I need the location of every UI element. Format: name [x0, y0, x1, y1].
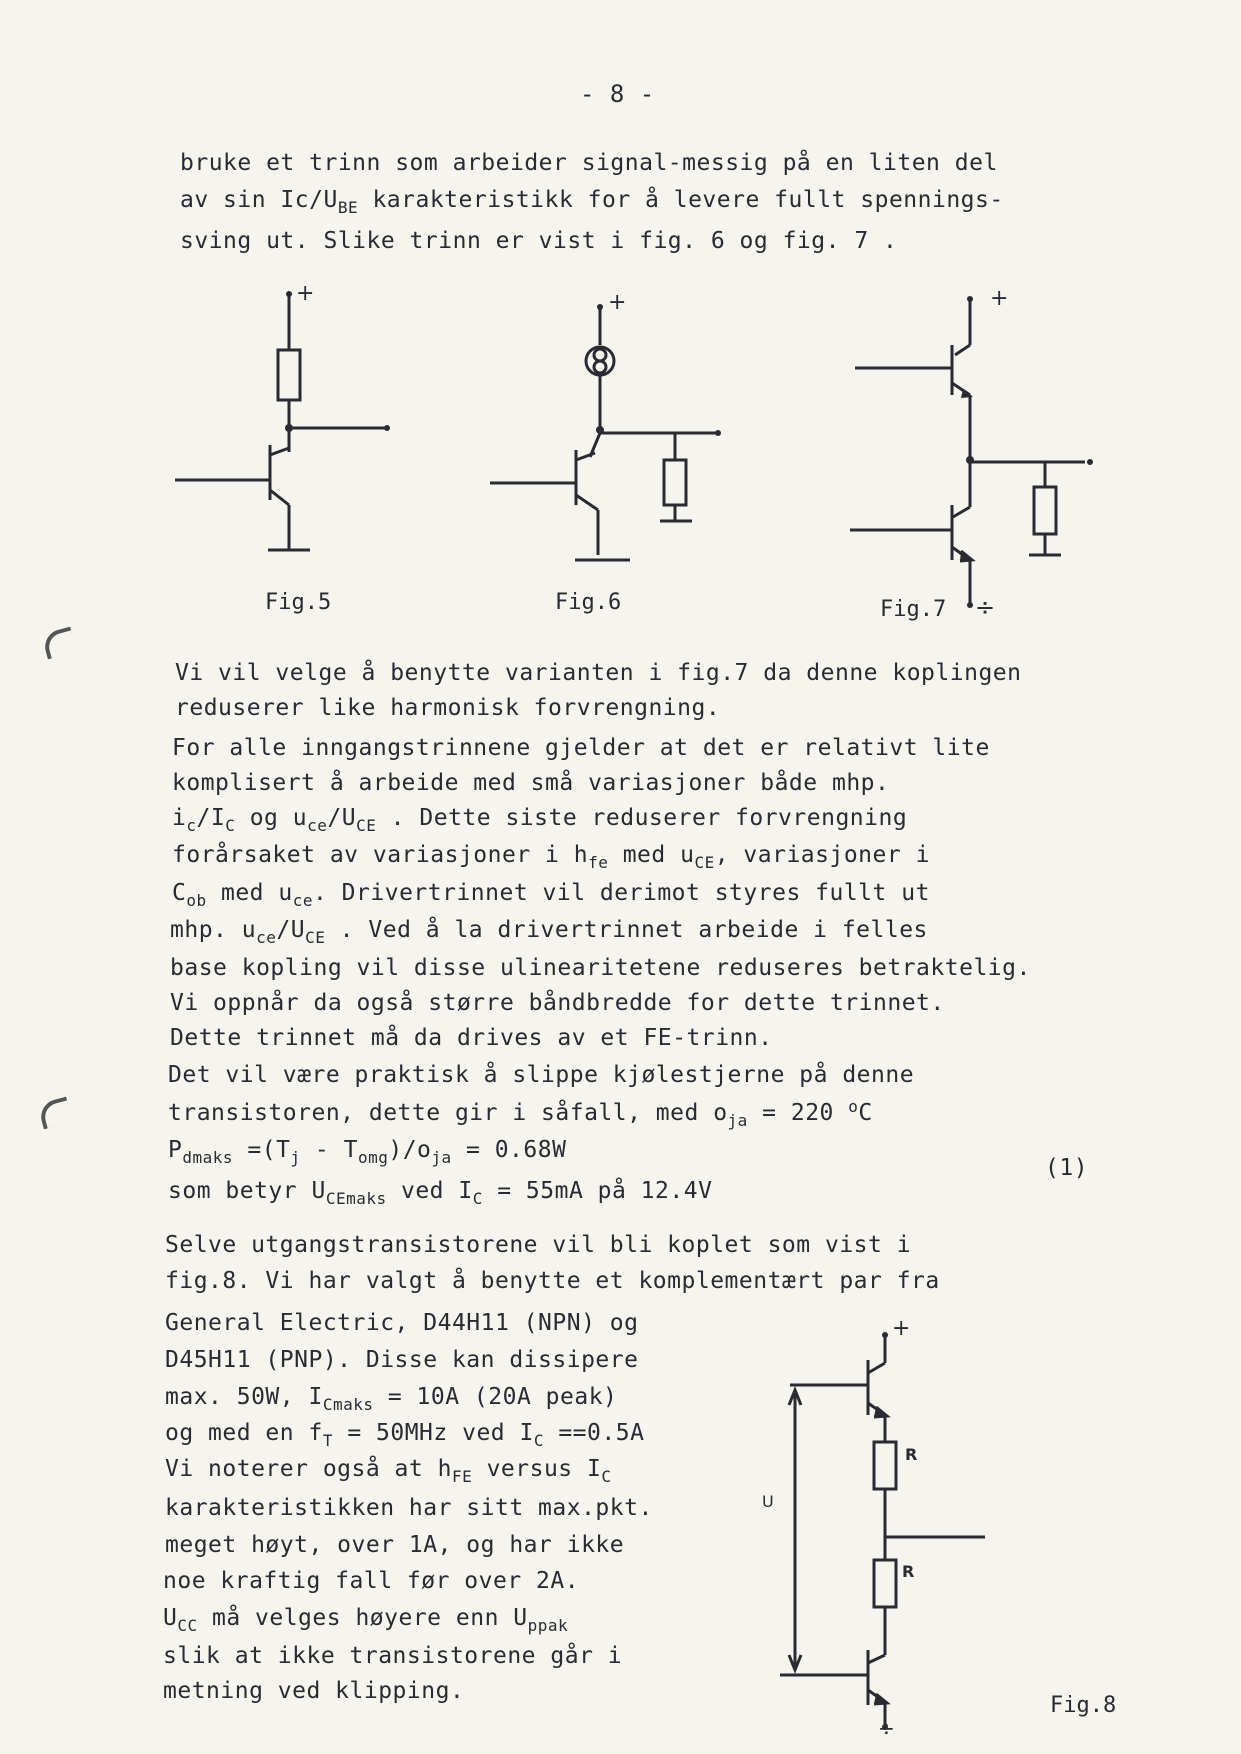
- body-line: base kopling vil disse ulinearitetene reduseres betraktelig.: [170, 955, 1031, 981]
- margin-mark: [37, 1097, 73, 1130]
- body-line: $C_{ob}$ med $u_{ce}$. Drivertrinnet vil derimot styres fullt ut: [172, 880, 930, 910]
- body-line: slik at ikke transistorene går i: [163, 1643, 623, 1669]
- body-line: komplisert å arbeide med små variasjoner både mhp.: [172, 770, 890, 796]
- body-line: Selve utgangstransistorene vil bli koplet som vist i: [165, 1232, 912, 1258]
- body-line: karakteristikken har sitt max.pkt.: [165, 1495, 653, 1521]
- body-line: Dette trinnet må da drives av et FE-trinn.: [170, 1025, 773, 1051]
- fig6-caption: Fig.6: [555, 590, 622, 615]
- equation-number: (1): [1045, 1155, 1089, 1181]
- body-line: noe kraftig fall før over 2A.: [163, 1568, 580, 1594]
- body-line: General Electric, D44H11 (NPN) og: [165, 1310, 639, 1336]
- body-line: D45H11 (PNP). Disse kan dissipere: [165, 1347, 639, 1373]
- body-line: $U_{CC}$ må velges høyere enn $U_{ppak}$: [163, 1605, 569, 1635]
- body-line: fig.8. Vi har valgt å benytte et komplementært par fra: [165, 1268, 940, 1294]
- body-line: og med en $f_T = 50MHz$ ved $I_C ==0.5A$: [165, 1420, 645, 1450]
- re-label-top: R: [905, 1445, 918, 1464]
- body-line: transistoren, dette gir i såfall, med $o_{ja} = 220$ $^o$C: [168, 1097, 873, 1130]
- intro-line: bruke et trinn som arbeider signal-messig på en liten del: [180, 150, 998, 176]
- re-label-bottom: R: [902, 1562, 915, 1581]
- body-line: Vi noterer også at $h_{FE}$ versus $I_C$: [165, 1456, 612, 1486]
- intro-line: sving ut. Slike trinn er vist i fig. 6 og fig. 7 .: [180, 228, 898, 254]
- minus-sign: ÷: [975, 593, 996, 621]
- equation-line: $P_{dmaks} =(T_j - T_{omg})/o_{ja} = 0.68W$: [168, 1137, 567, 1167]
- intro-line: av $\sin Ic/U_{BE}$ karakteristikk for å levere fullt spennings-: [180, 187, 1004, 217]
- body-line: mhp. $u_{ce}/U_{CE}$ . Ved å la drivertrinnet arbeide i felles: [170, 917, 928, 947]
- body-line: metning ved klipping.: [163, 1678, 465, 1704]
- body-line: som betyr $U_{CEmaks}$ ved $I_C = 55mA$ på 12.4V: [168, 1178, 713, 1208]
- minus-sign-bottom: ÷: [878, 1716, 895, 1740]
- body-line: Det vil være praktisk å slippe kjølestjerne på denne: [168, 1062, 915, 1088]
- fig6-circuit: [480, 285, 730, 565]
- body-line: $i_c/I_C$ og $u_{ce}/U_{CE}$ . Dette siste reduserer forvrengning: [172, 805, 908, 835]
- svg-text:+: +: [296, 281, 315, 306]
- body-line: For alle inngangstrinnene gjelder at det er relativt lite: [172, 735, 990, 761]
- body-line: max. 50W, $I_{Cmaks} = 10A$ (20A peak): [165, 1384, 618, 1414]
- body-line: meget høyt, over 1A, og har ikke: [165, 1532, 625, 1558]
- svg-text:+: +: [608, 290, 627, 315]
- margin-mark: [41, 627, 77, 660]
- fig7-circuit: [825, 285, 1105, 621]
- fig5-caption: Fig.5: [265, 590, 332, 615]
- body-line: Vi oppnår da også større båndbredde for dette trinnet.: [170, 990, 945, 1016]
- ubb-label: U: [762, 1492, 774, 1511]
- body-line: forårsaket av variasjoner i $h_{fe}$ med $u_{CE}$, variasjoner i: [172, 842, 930, 872]
- fig8-caption: Fig.8: [1050, 1693, 1117, 1718]
- body-line: Vi vil velge å benytte varianten i fig.7 da denne koplingen: [175, 660, 1022, 686]
- svg-text:+: +: [990, 286, 1009, 311]
- fig8-circuit: [762, 1315, 1010, 1740]
- fig7-caption: Fig.7: [880, 597, 947, 622]
- page-number: - 8 -: [580, 80, 655, 108]
- plus-sign: +: [892, 1316, 911, 1341]
- fig5-circuit: [170, 280, 400, 560]
- body-line: reduserer like harmonisk forvrengning.: [175, 695, 721, 721]
